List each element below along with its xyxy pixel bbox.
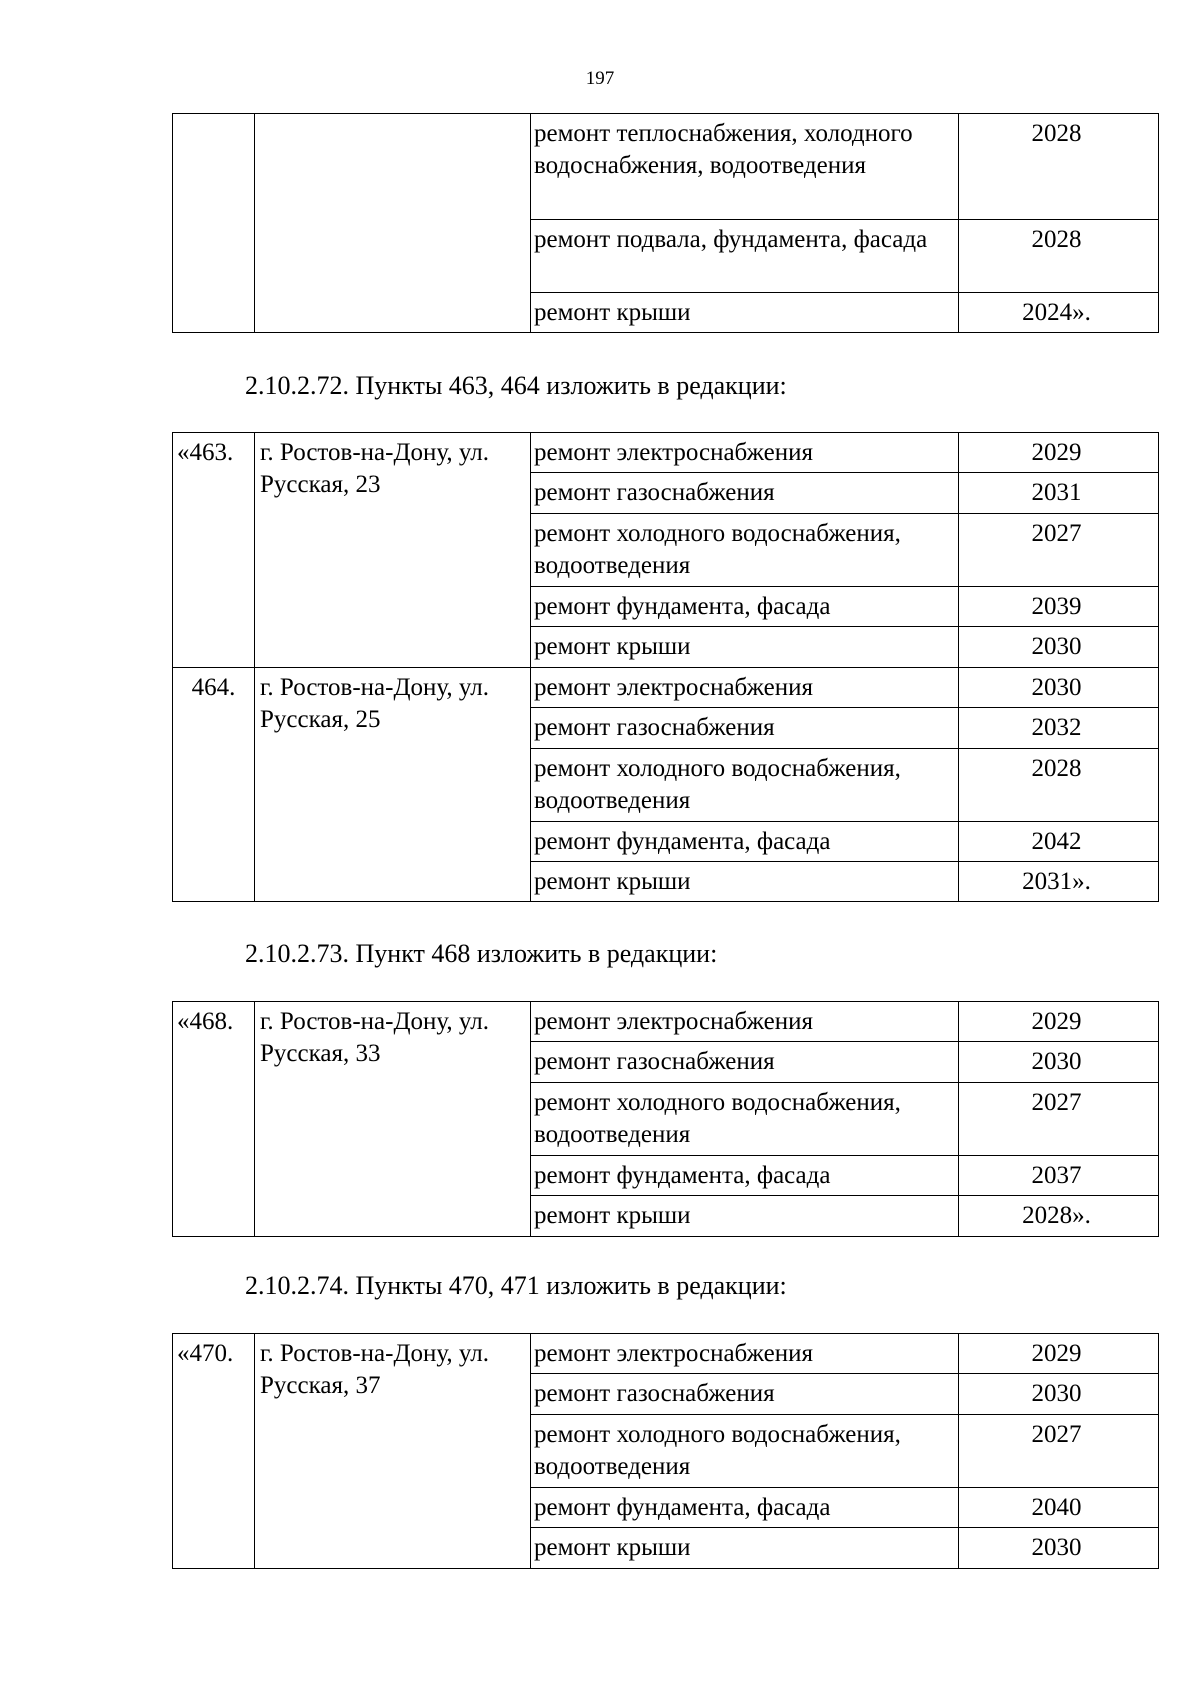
year-cell: 2027 bbox=[959, 1415, 1159, 1488]
item-address: г. Ростов-на-Дону, ул. Русская, 25 bbox=[255, 668, 531, 902]
year-cell: 2024». bbox=[959, 293, 1159, 333]
section-heading: 2.10.2.72. Пункты 463, 464 изложить в редакции: bbox=[245, 371, 787, 400]
year-cell: 2037 bbox=[959, 1156, 1159, 1196]
year-cell: 2040 bbox=[959, 1488, 1159, 1528]
work-cell: ремонт холодного водоснабжения, водоотведения bbox=[531, 749, 959, 822]
continuation-table bbox=[172, 113, 1159, 333]
section-table bbox=[172, 1001, 1159, 1237]
table-row bbox=[173, 433, 1159, 473]
section-table bbox=[172, 1333, 1159, 1569]
year-cell: 2039 bbox=[959, 587, 1159, 627]
work-cell: ремонт крыши bbox=[531, 293, 959, 333]
work-cell: ремонт фундамента, фасада bbox=[531, 587, 959, 627]
work-cell: ремонт электроснабжения bbox=[531, 668, 959, 708]
work-cell: ремонт холодного водоснабжения, водоотведения bbox=[531, 1415, 959, 1488]
work-cell: ремонт фундамента, фасада bbox=[531, 1488, 959, 1528]
year-cell: 2029 bbox=[959, 1334, 1159, 1374]
year-cell: 2028». bbox=[959, 1196, 1159, 1237]
page-number: 197 bbox=[585, 68, 615, 89]
year-cell: 2030 bbox=[959, 668, 1159, 708]
year-cell: 2042 bbox=[959, 822, 1159, 862]
year-cell: 2027 bbox=[959, 1083, 1159, 1156]
table-row bbox=[173, 1002, 1159, 1042]
address-cell bbox=[255, 114, 531, 333]
year-cell: 2032 bbox=[959, 708, 1159, 749]
section-heading: 2.10.2.73. Пункт 468 изложить в редакции: bbox=[245, 939, 718, 968]
work-cell: ремонт электроснабжения bbox=[531, 1334, 959, 1374]
work-cell: ремонт газоснабжения bbox=[531, 473, 959, 514]
year-cell: 2031». bbox=[959, 862, 1159, 902]
work-cell: ремонт газоснабжения bbox=[531, 1374, 959, 1415]
item-number: «468. bbox=[173, 1002, 255, 1237]
year-cell: 2030 bbox=[959, 627, 1159, 668]
year-cell: 2029 bbox=[959, 433, 1159, 473]
item-number: «463. bbox=[173, 433, 255, 668]
work-cell: ремонт электроснабжения bbox=[531, 433, 959, 473]
work-cell: ремонт электроснабжения bbox=[531, 1002, 959, 1042]
year-cell: 2031 bbox=[959, 473, 1159, 514]
work-cell: ремонт газоснабжения bbox=[531, 708, 959, 749]
year-cell: 2029 bbox=[959, 1002, 1159, 1042]
work-cell: ремонт холодного водоснабжения, водоотведения bbox=[531, 1083, 959, 1156]
work-cell: ремонт теплоснабжения, холодного водоснабжения, водоотведения bbox=[531, 114, 959, 220]
table-row bbox=[173, 668, 1159, 708]
work-cell: ремонт крыши bbox=[531, 1528, 959, 1569]
table-row bbox=[173, 114, 1159, 220]
work-cell: ремонт фундамента, фасада bbox=[531, 822, 959, 862]
work-cell: ремонт крыши bbox=[531, 1196, 959, 1237]
work-cell: ремонт крыши bbox=[531, 627, 959, 668]
year-cell: 2028 bbox=[959, 220, 1159, 293]
table-row bbox=[173, 1334, 1159, 1374]
year-cell: 2028 bbox=[959, 114, 1159, 220]
work-cell: ремонт подвала, фундамента, фасада bbox=[531, 220, 959, 293]
year-cell: 2030 bbox=[959, 1528, 1159, 1569]
item-number: 464. bbox=[173, 668, 255, 902]
number-cell bbox=[173, 114, 255, 333]
item-address: г. Ростов-на-Дону, ул. Русская, 23 bbox=[255, 433, 531, 668]
item-address: г. Ростов-на-Дону, ул. Русская, 33 bbox=[255, 1002, 531, 1237]
item-number: «470. bbox=[173, 1334, 255, 1569]
work-cell: ремонт крыши bbox=[531, 862, 959, 902]
section-table bbox=[172, 432, 1159, 902]
work-cell: ремонт фундамента, фасада bbox=[531, 1156, 959, 1196]
year-cell: 2028 bbox=[959, 749, 1159, 822]
year-cell: 2030 bbox=[959, 1042, 1159, 1083]
year-cell: 2027 bbox=[959, 514, 1159, 587]
year-cell: 2030 bbox=[959, 1374, 1159, 1415]
item-address: г. Ростов-на-Дону, ул. Русская, 37 bbox=[255, 1334, 531, 1569]
work-cell: ремонт холодного водоснабжения, водоотведения bbox=[531, 514, 959, 587]
work-cell: ремонт газоснабжения bbox=[531, 1042, 959, 1083]
section-heading: 2.10.2.74. Пункты 470, 471 изложить в редакции: bbox=[245, 1271, 787, 1300]
